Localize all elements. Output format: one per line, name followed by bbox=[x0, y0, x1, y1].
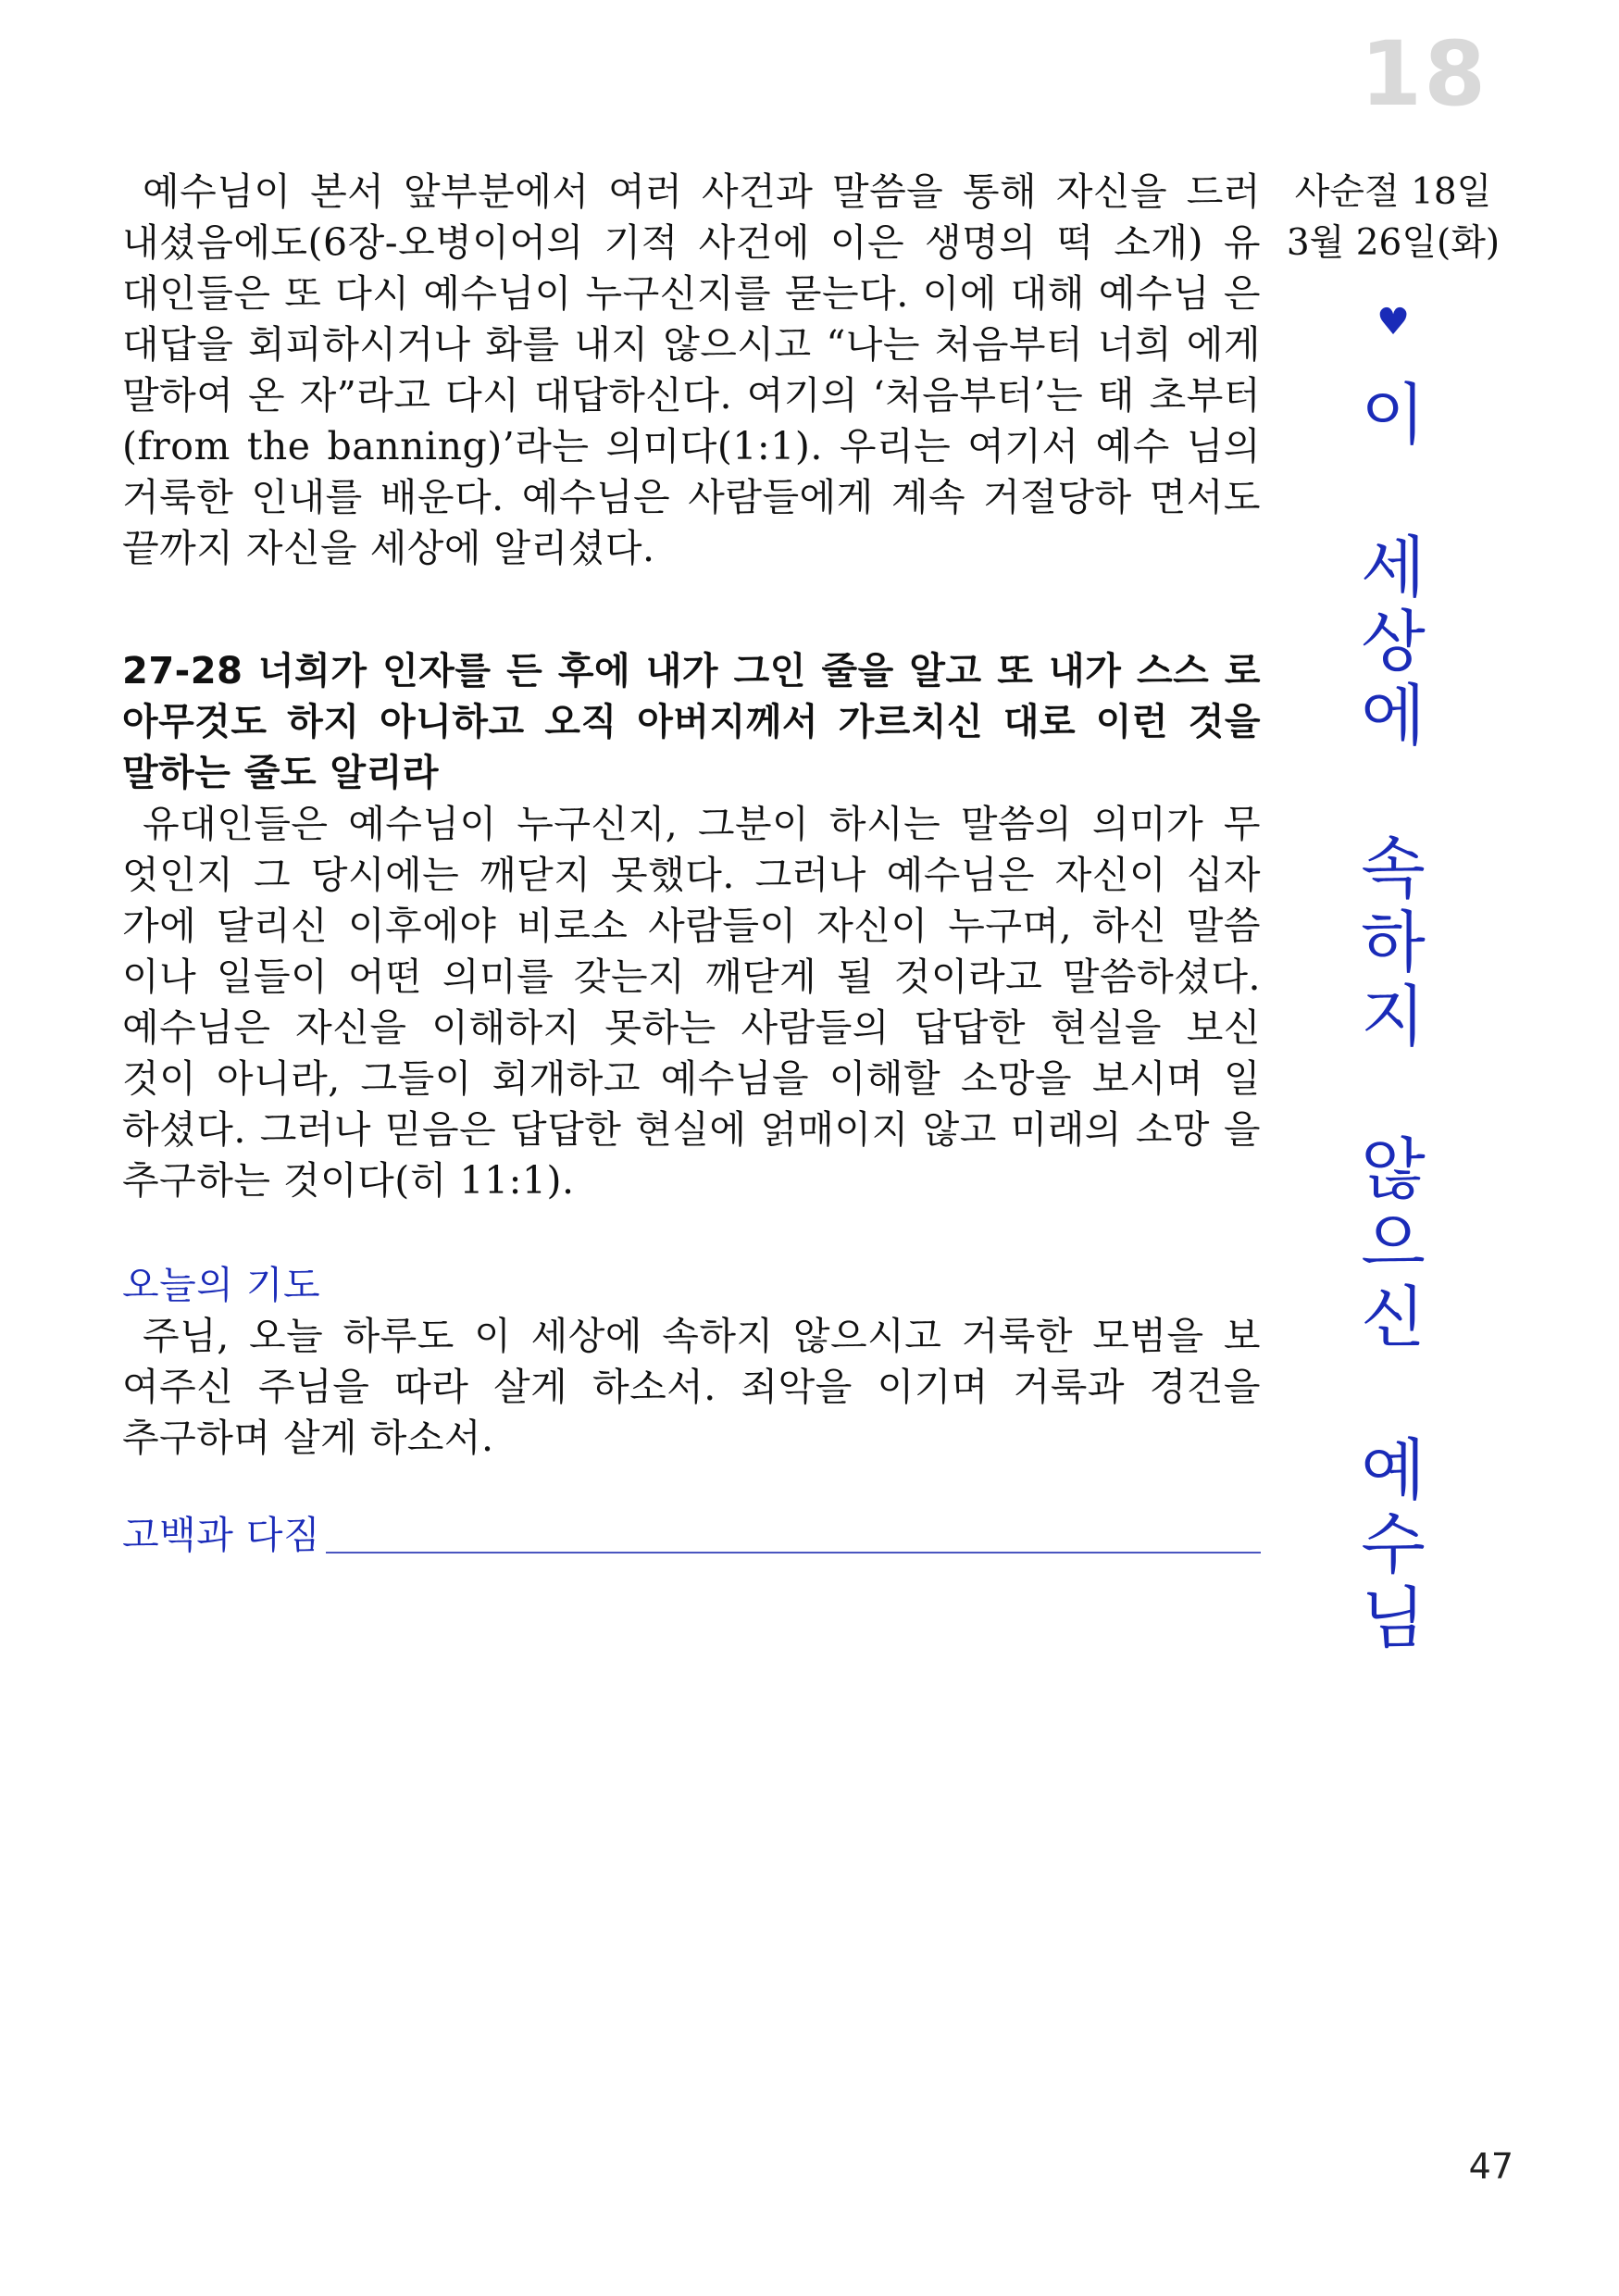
title-word-gap bbox=[1282, 452, 1504, 530]
verse-line: 27-28 너희가 인자를 든 후에 내가 그인 줄을 알고 또 내가 스스 bbox=[122, 650, 1210, 693]
intro-paragraph bbox=[122, 167, 1261, 574]
intro-line: 대인들은 또 다시 예수님이 누구신지를 묻는다. 이에 대해 예수님 bbox=[122, 271, 1211, 316]
commentary-line: 이나 일들이 어떤 의미를 갖는지 깨닫게 될 것이라고 말씀하셨다. bbox=[122, 955, 1261, 999]
commentary-line: 예수님은 자신을 이해하지 못하는 사람들의 답답한 현실을 보신 bbox=[122, 1005, 1261, 1050]
calendar-date: 3월 26일(화) bbox=[1286, 222, 1501, 264]
sidebar bbox=[1282, 167, 1504, 1655]
commentary-line: 가에 달리신 이후에야 비로소 사람들이 자신이 누구며, 하신 말씀 bbox=[122, 904, 1261, 948]
prayer-line: 주님, 오늘 하루도 이 세상에 속하지 않으시고 거룩한 모범을 보 bbox=[143, 1314, 1261, 1358]
commentary-line: 것이 아니라, 그들이 회개하고 예수님을 이해할 소망을 보시며 일 bbox=[122, 1056, 1261, 1101]
title-word-gap bbox=[1282, 1054, 1504, 1132]
prayer-line: 여주신 주님을 따라 살게 하소서. 죄악을 이기며 거룩과 경건을 bbox=[122, 1365, 1261, 1409]
commentary-line: 엇인지 그 당시에는 깨닫지 못했다. 그러나 예수님은 자신이 십자 bbox=[122, 853, 1261, 897]
page-number: 47 bbox=[1468, 2146, 1513, 2187]
title-word: 이 bbox=[1361, 376, 1426, 454]
intro-line: 에게 말하여 온 자”라고 다시 대답하신다. 여기의 ‘처음부터’는 태 bbox=[122, 322, 1261, 418]
commentary-line: 하셨다. 그러나 믿음은 답답한 현실에 얽매이지 않고 미래의 소망 bbox=[122, 1107, 1211, 1152]
season-day: 사순절 18일 bbox=[1294, 171, 1492, 213]
title-word-gap bbox=[1282, 753, 1504, 831]
verse-line: 것을 말하는 줄도 알리라 bbox=[122, 701, 1261, 794]
commentary-line: 을 추구하는 것이다(히 11:1). bbox=[122, 1107, 1261, 1203]
intro-line: 초부터(from the banning)’라는 의미다(1:1). 우리는 여기서 예수 bbox=[122, 373, 1261, 468]
heart-icon: ♥ bbox=[1376, 301, 1410, 343]
intro-line: 면서도 끝까지 자신을 세상에 알리셨다. bbox=[122, 475, 1261, 570]
intro-line: 님의 거룩한 인내를 배운다. 예수님은 사람들에게 계속 거절당하 bbox=[122, 424, 1261, 519]
title-word: 세 상 에 bbox=[1361, 529, 1426, 755]
intro-line: 내셨음에도(6장-오병이어의 기적 사건에 이은 생명의 떡 소개) 유 bbox=[122, 220, 1261, 265]
title-word: 않 으 신 bbox=[1361, 1130, 1426, 1356]
commitment-row bbox=[122, 1510, 1261, 1561]
day-number: 18 bbox=[1360, 22, 1488, 126]
intro-line: 예수님이 본서 앞부분에서 여러 사건과 말씀을 통해 자신을 드러 bbox=[143, 169, 1261, 214]
commitment-writing-line[interactable] bbox=[326, 1552, 1261, 1554]
vertical-title bbox=[1282, 378, 1504, 1655]
commentary-paragraph bbox=[122, 799, 1261, 1206]
intro-line: 은 대답을 회피하시거나 화를 내지 않으시고 “나는 처음부터 너희 bbox=[122, 271, 1261, 367]
title-word-gap bbox=[1282, 1354, 1504, 1433]
title-word: 예 수 님 bbox=[1361, 1431, 1426, 1657]
prayer-line: 추구하며 살게 하소서. bbox=[122, 1416, 494, 1460]
prayer-heading: 오늘의 기도 bbox=[122, 1263, 321, 1307]
prayer-paragraph bbox=[122, 1311, 1261, 1464]
commitment-heading: 고백과 다짐 bbox=[122, 1513, 321, 1557]
scripture-verse bbox=[122, 646, 1261, 799]
title-word: 속 하 지 bbox=[1361, 830, 1426, 1055]
main-column bbox=[122, 167, 1261, 1561]
verse-line: 로 아무것도 하지 아니하고 오직 아버지께서 가르치신 대로 이런 bbox=[122, 650, 1261, 743]
commentary-line: 유대인들은 예수님이 누구신지, 그분이 하시는 말씀의 의미가 무 bbox=[143, 802, 1261, 846]
